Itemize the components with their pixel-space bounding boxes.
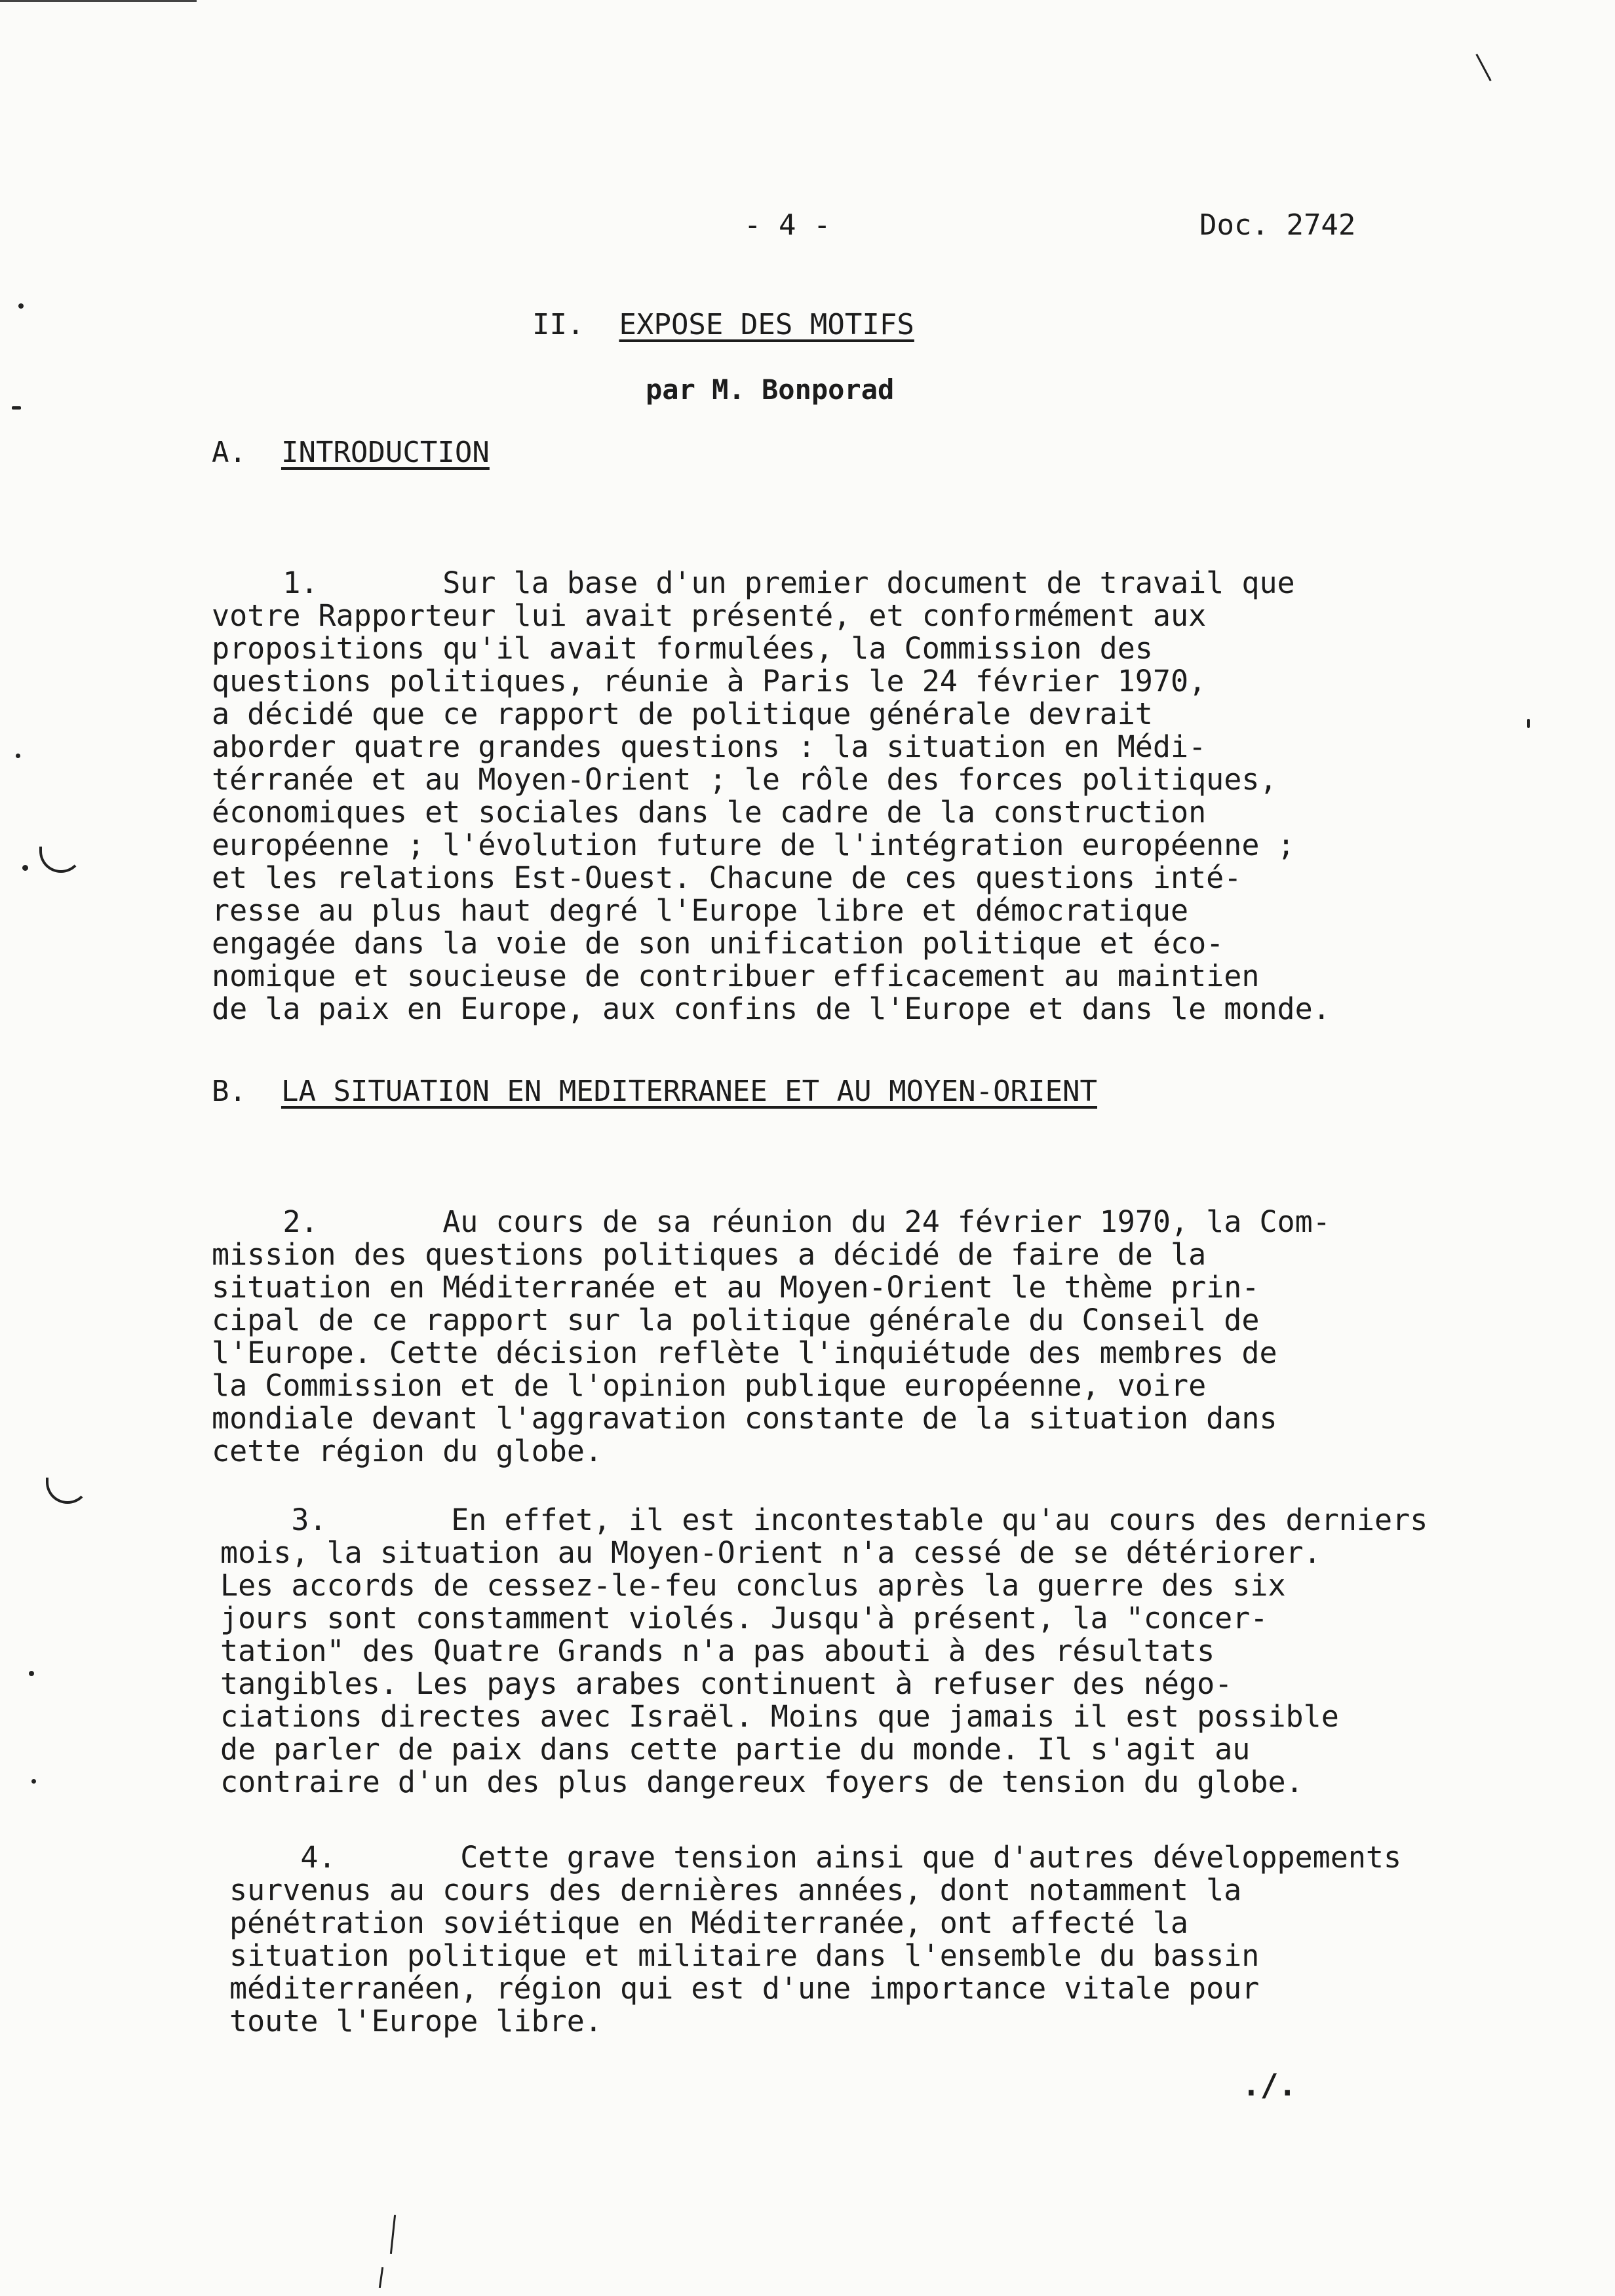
paragraph-number: 2.	[282, 1204, 319, 1239]
heading-letter: A.	[212, 436, 246, 469]
margin-dot-mark	[31, 1779, 36, 1784]
paragraph-number: 4.	[300, 1840, 336, 1875]
paragraph-line: Au cours de sa réunion du 24 février 1970, la Com-	[442, 1204, 1331, 1239]
paragraph-line: mois, la situation au Moyen-Orient n'a cessé de se détériorer.	[220, 1535, 1321, 1570]
paragraph-line: jours sont constamment violés. Jusqu'à présent, la "concer-	[220, 1601, 1268, 1636]
margin-hole-punch-mark	[39, 847, 83, 873]
paragraph-line: térranée et au Moyen-Orient ; le rôle des forces politiques,	[212, 762, 1277, 797]
paragraph-line: Sur la base d'un premier document de travail que	[442, 565, 1295, 600]
margin-tick-mark	[1527, 719, 1530, 728]
page-number: - 4 -	[744, 208, 831, 242]
paragraph-line: cette région du globe.	[212, 1434, 603, 1468]
bottom-scratch-mark	[379, 2267, 383, 2288]
paragraph-line: En effet, il est incontestable qu'au cours des derniers	[451, 1502, 1428, 1537]
paragraph-line: nomique et soucieuse de contribuer efficacement au maintien	[212, 959, 1260, 993]
paragraph-line: économiques et sociales dans le cadre de la construction	[212, 795, 1207, 830]
paragraph-line: de la paix en Europe, aux confins de l'Europe et dans le monde.	[212, 991, 1331, 1026]
paragraph-line: survenus au cours des dernières années, dont notamment la	[229, 1873, 1242, 1907]
section-title-text: EXPOSE DES MOTIFS	[619, 308, 914, 341]
paragraph-line: ciations directes avec Israël. Moins que jamais il est possible	[220, 1699, 1339, 1734]
paragraph-line: de parler de paix dans cette partie du monde. Il s'agit au	[220, 1732, 1251, 1767]
paragraph-line: cipal de ce rapport sur la politique générale du Conseil de	[212, 1303, 1260, 1337]
paragraph-line: a décidé que ce rapport de politique générale devrait	[212, 697, 1153, 731]
margin-dot-mark	[16, 754, 20, 758]
section-title	[532, 308, 914, 341]
margin-dot-mark	[29, 1671, 34, 1676]
paragraph-line: pénétration soviétique en Méditerranée, ont affecté la	[229, 1905, 1188, 1940]
paragraph-line: tation" des Quatre Grands n'a pas abouti à des résultats	[220, 1634, 1215, 1668]
paragraph-line: situation politique et militaire dans l'ensemble du bassin	[229, 1938, 1260, 1973]
paragraph-line: l'Europe. Cette décision reflète l'inquiétude des membres de	[212, 1335, 1277, 1370]
bottom-scratch-mark	[390, 2215, 396, 2254]
paragraph-number: 3.	[291, 1502, 327, 1537]
paragraph-line: contraire d'un des plus dangereux foyers de tension du globe.	[220, 1765, 1304, 1799]
paragraph-line: aborder quatre grandes questions : la situation en Médi-	[212, 729, 1207, 764]
corner-scratch-mark	[1475, 54, 1491, 81]
paragraph-line: questions politiques, réunie à Paris le 24 février 1970,	[212, 664, 1207, 698]
rapporteur-byline: par M. Bonporad	[646, 373, 895, 406]
paragraph-line: mission des questions politiques a décidé de faire de la	[212, 1237, 1207, 1272]
section-roman-numeral: II.	[532, 308, 585, 341]
paragraph-4	[229, 1808, 1401, 2038]
paragraph-line: resse au plus haut degré l'Europe libre et démocratique	[212, 893, 1189, 928]
margin-dot-mark	[22, 865, 28, 871]
paragraph-line: Les accords de cessez-le-feu conclus après la guerre des six	[220, 1568, 1286, 1603]
paragraph-line: européenne ; l'évolution future de l'intégration européenne ;	[212, 828, 1295, 862]
paragraph-line: Cette grave tension ainsi que d'autres développements	[460, 1840, 1402, 1875]
continuation-mark: ./.	[1242, 2067, 1297, 2103]
margin-dot-mark	[18, 303, 24, 309]
paragraph-line: toute l'Europe libre.	[229, 2004, 602, 2038]
paragraph-line: votre Rapporteur lui avait présenté, et conformément aux	[212, 598, 1207, 633]
heading-introduction	[212, 436, 490, 469]
heading-mediterranee	[212, 1075, 1097, 1108]
heading-letter: B.	[212, 1075, 246, 1108]
paragraph-line: engagée dans la voie de son unification politique et éco-	[212, 926, 1224, 961]
document-reference: Doc. 2742	[1199, 208, 1356, 242]
paragraph-line: et les relations Est-Ouest. Chacune de ces questions inté-	[212, 860, 1242, 895]
margin-hole-punch-mark	[46, 1478, 89, 1504]
paragraph-line: méditerranéen, région qui est d'une importance vitale pour	[229, 1971, 1260, 2006]
paragraph-2	[212, 1173, 1331, 1468]
paragraph-line: situation en Méditerranée et au Moyen-Orient le thème prin-	[212, 1270, 1260, 1305]
paragraph-number: 1.	[282, 565, 319, 600]
heading-text: LA SITUATION EN MEDITERRANEE ET AU MOYEN-ORIENT	[281, 1075, 1098, 1108]
paragraph-line: mondiale devant l'aggravation constante de la situation dans	[212, 1401, 1277, 1436]
heading-text: INTRODUCTION	[281, 436, 490, 469]
paragraph-line: propositions qu'il avait formulées, la Commission des	[212, 631, 1153, 666]
margin-dash-mark	[12, 406, 21, 410]
paragraph-line: tangibles. Les pays arabes continuent à refuser des négo-	[220, 1666, 1233, 1701]
paragraph-3	[220, 1471, 1428, 1799]
paragraph-1	[212, 534, 1331, 1025]
paragraph-line: la Commission et de l'opinion publique européenne, voire	[212, 1368, 1207, 1403]
page-top-edge-line	[0, 0, 197, 2]
